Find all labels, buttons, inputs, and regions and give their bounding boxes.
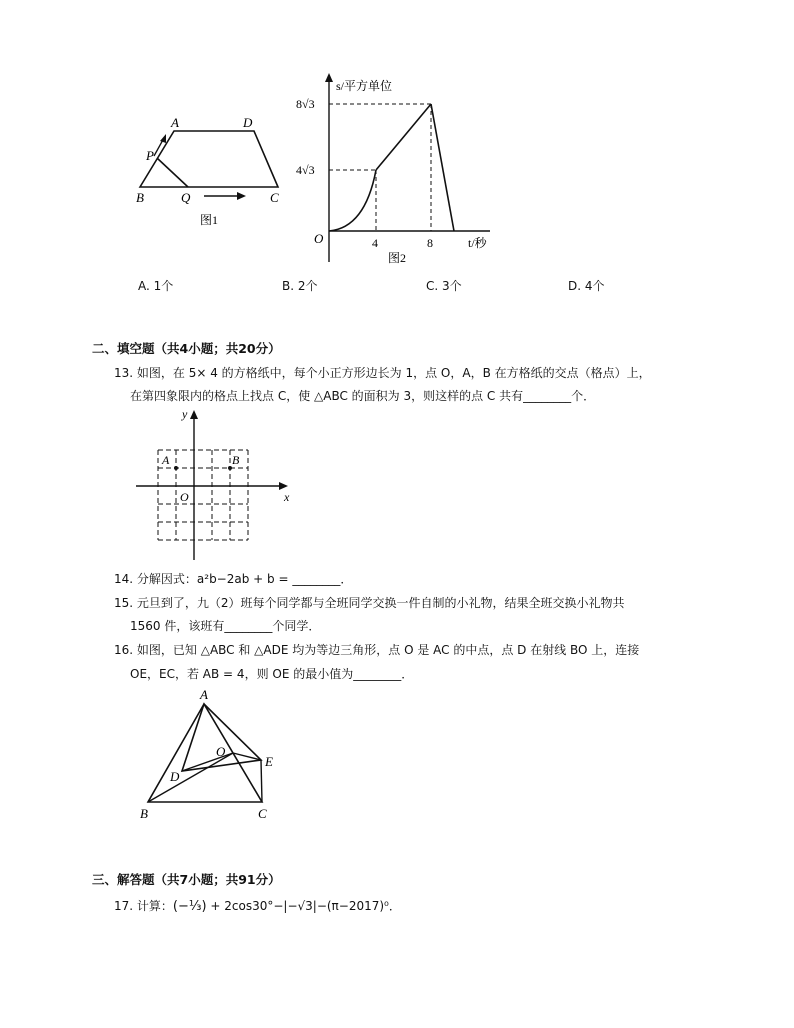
figure-triangles <box>130 684 290 824</box>
fig2-caption: 图2 <box>388 251 407 265</box>
figure-1-trapezoid <box>130 112 290 234</box>
grid-label-a: A <box>162 453 170 467</box>
option-c: C. 3个 <box>426 279 462 293</box>
tri-label-b: B <box>140 806 148 821</box>
label-b: B <box>136 190 144 205</box>
q16-line1: 16. 如图，已知 △ABC 和 △ADE 均为等边三角形，点 O 是 AC 的中点，点 D 在射线 BO 上，连接 <box>114 643 640 657</box>
segment-pq <box>157 158 188 187</box>
q17-expr: + 2cos30°−|−√3|−(π−2017)⁰． <box>210 899 401 913</box>
triangle-ade <box>182 704 261 771</box>
figure-grid <box>130 402 300 564</box>
segment-ec <box>261 760 262 802</box>
y-axis-arrow <box>325 73 333 82</box>
line-fall <box>431 104 454 231</box>
trapezoid-abcd <box>140 131 278 187</box>
section-3-title: 三、解答题（共7小题；共91分） <box>92 872 281 887</box>
x-tick-4: 4 <box>372 236 378 250</box>
q13-line2: 在第四象限内的格点上找点 C，使 △ABC 的面积为 3，则这样的点 C 共有________个． <box>130 389 596 403</box>
triangle-abc <box>148 704 262 802</box>
q14-text: 14. 分解因式：a²b−2ab + b = ________． <box>114 572 353 586</box>
fig1-caption: 图1 <box>200 213 219 227</box>
tri-label-o: O <box>216 744 226 759</box>
option-d: D. 4个 <box>568 279 605 293</box>
grid-y-arrow <box>190 410 198 419</box>
point-a <box>174 466 178 470</box>
label-q: Q <box>181 190 191 205</box>
grid-label-o: O <box>180 490 189 504</box>
tri-label-c: C <box>258 806 267 821</box>
line-rise <box>376 104 431 170</box>
y-tick-4root3: 4√3 <box>296 163 315 177</box>
q17-prefix: 17. 计算： <box>114 899 173 913</box>
tri-label-e: E <box>265 754 273 769</box>
curve-segment <box>329 170 376 231</box>
y-axis-label: s/平方单位 <box>336 79 393 93</box>
grid-x-arrow <box>279 482 288 490</box>
q13-line1: 13. 如图，在 5× 4 的方格纸中，每个小正方形边长为 1，点 O，A，B 在方格纸的交点（格点）上， <box>114 366 651 380</box>
arrowhead-p <box>160 134 166 143</box>
label-c: C <box>270 190 279 205</box>
segment-bo <box>148 753 233 802</box>
section-2-title: 二、填空题（共4小题；共20分） <box>92 341 281 356</box>
q15-line2: 1560 件，该班有________个同学． <box>130 619 321 633</box>
figure-2-graph <box>290 70 510 270</box>
x-axis-label: t/秒 <box>468 236 487 250</box>
label-d: D <box>243 115 253 130</box>
label-p: P <box>146 148 154 163</box>
y-tick-8root3: 8√3 <box>296 97 315 111</box>
arrowhead-q <box>237 192 246 200</box>
grid-label-y: y <box>182 407 188 421</box>
option-b: B. 2个 <box>282 279 318 293</box>
tri-label-a: A <box>200 687 208 702</box>
origin-label: O <box>314 231 324 246</box>
grid-label-x: x <box>284 490 290 504</box>
label-a: A <box>171 115 179 130</box>
q15-line1: 15. 元旦到了，九（2）班每个同学都与全班同学交换一件自制的小礼物，结果全班交换小礼物共 <box>114 596 625 610</box>
option-a: A. 1个 <box>138 279 174 293</box>
x-tick-8: 8 <box>427 236 433 250</box>
q17-paren: (−⅓) <box>172 899 207 914</box>
q17 <box>114 897 401 914</box>
q16-line2: OE，EC，若 AB = 4，则 OE 的最小值为________． <box>130 667 414 681</box>
grid-label-b: B <box>232 453 240 467</box>
tri-label-d: D <box>170 769 180 784</box>
